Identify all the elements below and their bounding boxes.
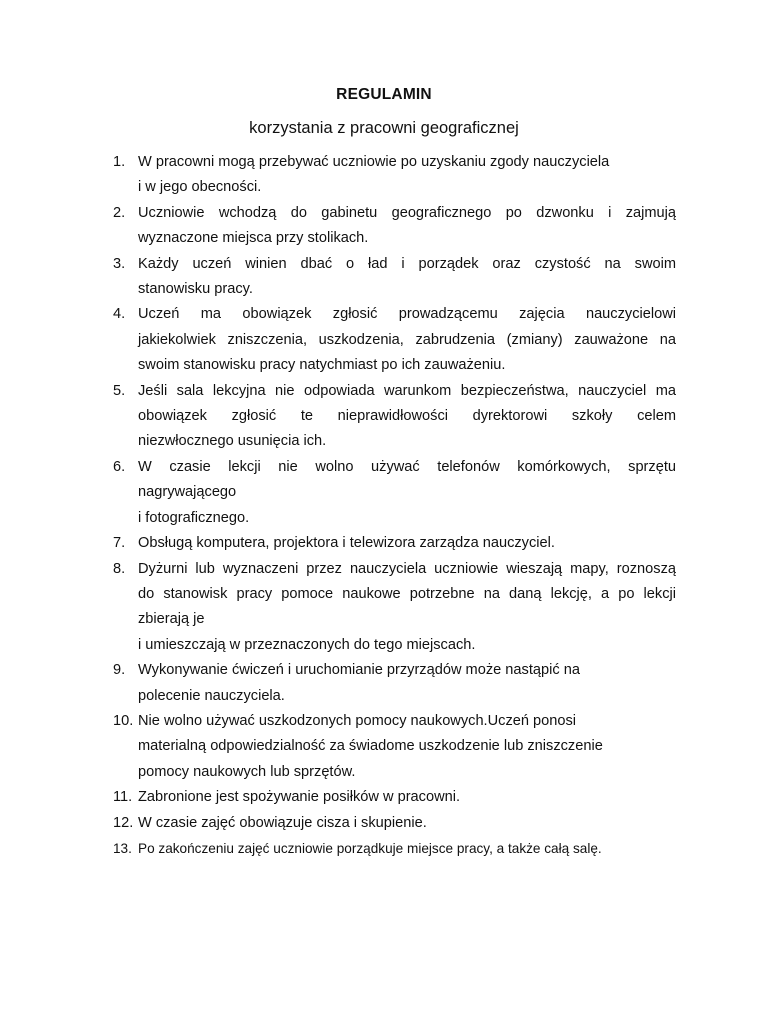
- rule-item: [113, 557, 676, 659]
- rule-item: [113, 811, 676, 836]
- rule-text-line: Wykonywanie ćwiczeń i uruchomianie przyrządów może nastąpić na: [138, 662, 580, 679]
- rule-text-line: i umieszczają w przeznaczonych do tego miejscach.: [138, 636, 476, 653]
- rule-text-line: i fotograficznego.: [138, 509, 250, 526]
- rule-item: [113, 252, 676, 303]
- rule-item: [113, 836, 676, 861]
- rule-text-line: i w jego obecności.: [138, 179, 262, 196]
- rule-text-line: stanowisku pracy.: [138, 281, 253, 298]
- rule-text-line: polecenie nauczyciela.: [138, 687, 285, 704]
- rule-text-line: materialną odpowiedzialność za świadome uszkodzenie lub zniszczenie: [138, 738, 603, 755]
- rule-text-line: jakiekolwiek zniszczenia, uszkodzenia, zabrudzenia (zmiany) zauważone na: [138, 331, 676, 348]
- rule-text-line: swoim stanowisku pracy natychmiast po ich zauważeniu.: [138, 357, 506, 374]
- rule-text-line: obowiązek zgłosić te nieprawidłowości dyrektorowi szkoły celem: [138, 408, 676, 425]
- rule-text-line: Zabronione jest spożywanie posiłków w pracowni.: [138, 789, 461, 806]
- rule-text-line: Uczeń ma obowiązek zgłosić prowadzącemu zajęcia nauczycielowi: [138, 306, 676, 323]
- rule-number: 2.: [113, 204, 126, 221]
- rule-number: 1.: [113, 154, 126, 170]
- rule-number: 5.: [113, 382, 126, 399]
- rule-text-line: Uczniowie wchodzą do gabinetu geograficznego po dzwonku i zajmują: [138, 204, 676, 221]
- rule-item: [113, 302, 676, 378]
- rule-item: [113, 150, 676, 201]
- rule-number: 11.: [113, 789, 133, 806]
- rule-number: 6.: [113, 458, 126, 475]
- rule-text-line: Dyżurni lub wyznaczeni przez nauczyciela uczniowie wieszają mapy, roznoszą: [138, 560, 676, 577]
- rule-text-line: Nie wolno używać uszkodzonych pomocy naukowych.Uczeń ponosi: [138, 712, 577, 729]
- rule-text-line: nagrywającego: [138, 484, 237, 501]
- rule-text-line: wyznaczone miejsca przy stolikach.: [138, 230, 369, 247]
- rule-number: 10.: [113, 712, 134, 729]
- rule-number: 4.: [113, 306, 126, 323]
- rule-text-line: Obsługą komputera, projektora i telewizora zarządza nauczyciel.: [138, 535, 555, 552]
- rule-text-line: Jeśli sala lekcyjna nie odpowiada warunkom bezpieczeństwa, nauczyciel ma: [138, 382, 676, 399]
- document-subtitle: korzystania z pracowni geograficznej: [249, 119, 519, 137]
- rule-text-line: zbierają je: [138, 611, 205, 628]
- rule-number: 12.: [113, 814, 134, 831]
- rule-number: 13.: [113, 840, 132, 856]
- rule-text-line: Po zakończeniu zajęć uczniowie porządkuje miejsce pracy, a także całą salę.: [138, 840, 602, 856]
- rule-item: [113, 709, 676, 785]
- rule-text-line: do stanowisk pracy pomoce naukowe potrzebne na daną lekcję, a po lekcji: [138, 585, 676, 602]
- rule-text-line: pomocy naukowych lub sprzętów.: [138, 763, 356, 780]
- rule-number: 3.: [113, 255, 126, 272]
- rule-number: 9.: [113, 662, 126, 679]
- rule-item: [113, 785, 676, 810]
- rule-item: [113, 379, 676, 455]
- rule-text-line: Każdy uczeń winien dbać o ład i porządek oraz czystość na swoim: [138, 255, 676, 272]
- rule-item: [113, 201, 676, 252]
- rule-item: [113, 531, 676, 556]
- rule-text-line: W czasie zajęć obowiązuje cisza i skupienie.: [138, 814, 427, 831]
- document-title: REGULAMIN: [336, 86, 432, 103]
- rule-item: [113, 455, 676, 531]
- rule-text-line: W czasie lekcji nie wolno używać telefonów komórkowych, sprzętu: [138, 458, 676, 475]
- rule-number: 7.: [113, 535, 126, 552]
- rule-text-line: W pracowni mogą przebywać uczniowie po uzyskaniu zgody nauczyciela: [138, 154, 610, 170]
- rule-text-line: niezwłocznego usunięcia ich.: [138, 433, 327, 450]
- rule-item: [113, 658, 676, 709]
- rule-number: 8.: [113, 560, 126, 577]
- rules-list: [113, 150, 676, 861]
